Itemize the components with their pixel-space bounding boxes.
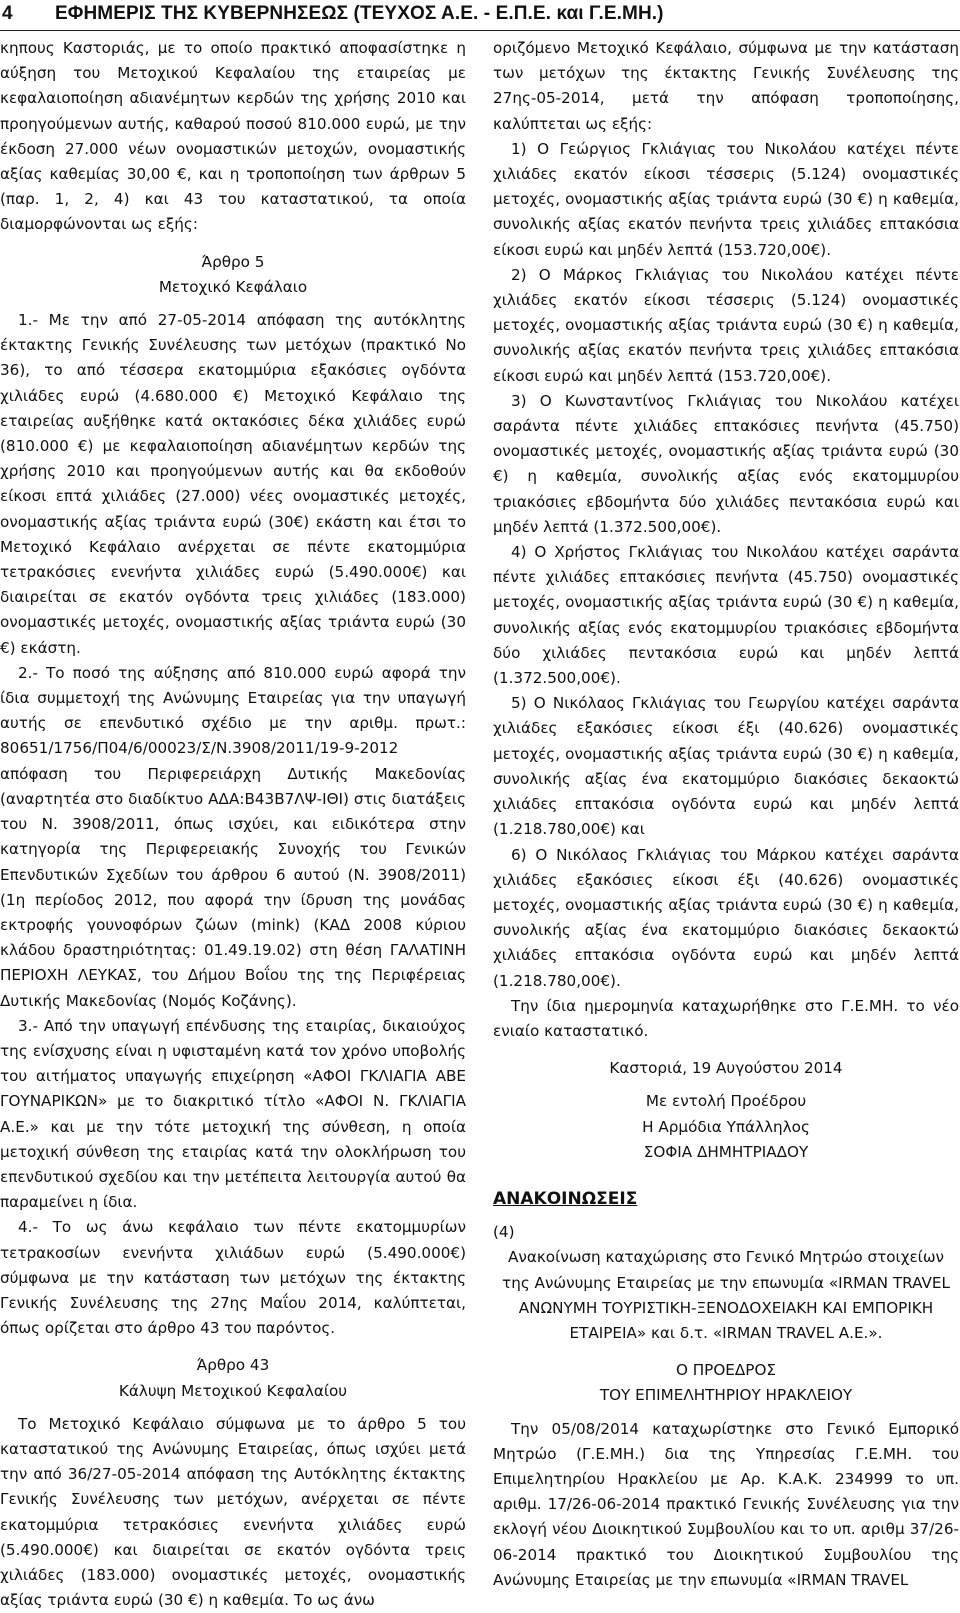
page-number: 4 — [2, 3, 13, 24]
article-5-para-2: 2.- Το ποσό της αύξησης από 810.000 ευρώ αφορά την ίδια συμμετοχή της Ανώνυμης Εταιρείας για την υπαγωγή αυτής σε επενδυτικό σχέδιο με την αριθμ. πρωτ.: 80651/1756/Π04/6/00023/Σ/Ν.3908/2011/19-9-2012 απόφαση του Περιφερειάρχη Δυτικής Μακεδονίας (αναρτητέα στο διαδίκτυο ΑΔΑ:Β43Β7ΛΨ-ΙΘΙ) στις διατάξεις του Ν. 3908/2011, όπως ισχύει, και ειδικότερα στην κατηγορία της Περιφερειακής Συνοχής του Γενικών Επενδυτικών Σχεδίων του άρθρου 6 αυτού (Ν. 3908/2011) (1η περίοδος 2012, που αφορά την ίδρυση της μονάδας εκτροφής γουνοφόρων ζώων (mink) (ΚΑΔ 2008 κύριου κλάδου δραστηριότητας: 01.49.19.02) στη θέση ΓΑΛΑΤΙΝΗ ΠΕΡΙΟΧΗ ΛΕΥΚΑΣ, του Δήμου Βοΐου της της Περιφέρειας Δυτικής Μακεδονίας (Νομός Κοζάνης). — [0, 663, 466, 1010]
page-header — [0, 0, 960, 31]
signature-line-1: Με εντολή Προέδρου — [645, 1092, 807, 1111]
intro-paragraph: κηπους Καστοριάς, με το οποίο πρακτικό αποφασίστηκε η αύξηση του Μετοχικού Κεφαλαίου της εταιρείας με κεφαλαιοποίηση αδιανέμητων κερδών της χρήσης 2010 και προηγούμενων αυτής, καθαρού ποσού 810.000 ευρώ, με την έκδοση 27.000 νέων ονομαστικών μετοχών, ονομαστικής αξίας καθεμίας 30,00 €, και η τροποποίηση των άρθρων 5 (παρ. 1, 2, 4) και 43 του καταστατικού, τα οποία διαμορφώνονται ως εξής: — [0, 39, 466, 234]
registration-paragraph: Την ίδια ημερομηνία καταχωρήθηκε στο Γ.Ε.ΜΗ. το νέο ενιαίο καταστατικό. — [493, 996, 959, 1040]
signature-name: ΣΟΦΙΑ ΔΗΜΗΤΡΙΑΔΟΥ — [643, 1142, 809, 1161]
article-5-para-1: 1.- Με την από 27-05-2014 απόφαση της αυτόκλητης έκτακτης Γενικής Συνέλευσης των μετόχων (πρακτικό Νο 36), το από τέσσερα εκατομμύρια εξακόσιες ογδόντα χιλιάδες ευρώ (4.680.000 €) Μετοχικό Κεφάλαιο της εταιρείας αυξήθηκε κατά οκτακόσιες δέκα χιλιάδες ευρώ (810.000 €) με κεφαλαιοποίηση αδιανέμητων κερδών της χρήσης 2010 και προηγούμενων αυτής και θα εκδοθούν είκοσι επτά χιλιάδες (27.000) νέες ονομαστικές μετοχές, ονομαστικής αξίας τριάντα ευρώ (30€) εκάστη και έτσι το Μετοχικό Κεφάλαιο ανέρχεται σε πέντε εκατομμύρια τετρακόσιες ενενήντα χιλιάδες ευρώ (5.490.000€) και διαιρείται σε εκατόν ογδόντα τρεις χιλιάδες (183.000) ονομαστικές μετοχές, ονομαστικής αξίας τριάντα ευρώ (30 €) εκάστη. — [0, 311, 466, 657]
signature-line-2: Η Αρμόδια Υπάλληλος — [642, 1117, 810, 1136]
announcement-body: Την 05/08/2014 καταχωρίστηκε στο Γενικό Εμπορικό Μητρώο (Γ.Ε.ΜΗ.) δια της Υπηρεσίας Γ.Ε.ΜΗ. του Επιμελητηρίου Ηρακλείου με Αρ. Κ.Α.Κ. 234999 το υπ. αριθμ. 17/26-06-2014 πρακτικό Γενικής Συνέλευσης για την εκλογή νέου Διοικητικού Συμβουλίου και το υπ. αριθμ 37/26-06-2014 πρακτικό του Διοικητικού Συμβουλίου της Ανώνυμης Εταιρείας με την επωνυμία «IRMAN TRAVEL — [493, 1419, 959, 1589]
article-5-para-3: 3.- Από την υπαγωγή επένδυσης της εταιρίας, δικαιούχος της ενίσχυσης είναι η υφισταμένη κατά τον χρόνο υποβολής του αιτήματος υπαγωγής επιχείρηση «ΑΦΟΙ ΓΚΛΙΑΓΙΑ ΑΒΕ ΓΟΥΝΑΡΙΚΩΝ» με το διακριτικό τίτλο «ΑΦΟΙ Ν. ΓΚΛΙΑΓΙΑ Α.Ε.» και με την τότε μετοχική της σύνθεση, η οποία μετοχική σύνθεση της εταιρίας κατά την ολοκλήρωση του επενδυτικού σχεδίου και την μετέπειτα λειτουργία αυτού θα παραμείνει η ίδια. — [0, 1016, 466, 1212]
article-5-title: Άρθρο 5 — [201, 252, 265, 271]
signature-place-date: Καστοριά, 19 Αυγούστου 2014 — [609, 1059, 843, 1078]
right-column — [493, 36, 959, 1593]
left-column — [0, 36, 466, 1613]
article-43-subtitle: Κάλυψη Μετοχικού Κεφαλαίου — [118, 1381, 348, 1400]
running-title: ΕΦΗΜΕΡΙΣ ΤΗΣ ΚΥΒΕΡΝΗΣΕΩΣ (ΤΕΥΧΟΣ Α.Ε. - Ε.Π.Ε. και Γ.Ε.ΜΗ.) — [55, 3, 664, 24]
article-5-para-4: 4.- Το ως άνω κεφάλαιο των πέντε εκατομμυρίων τετρακοσίων ενενήντα χιλιάδων ευρώ (5.490.000€) σύμφωνα με την κατάσταση των μετόχων της έκτακτης Γενικής Συνέλευσης της 27ης Μαΐου 2014, καλύπτεται, όπως ορίζεται στο άρθρο 43 του παρόντος. — [0, 1218, 466, 1338]
announcements-heading: ΑΝΑΚΟΙΝΩΣΕΙΣ — [493, 1188, 638, 1209]
announcement-summary: Ανακοίνωση καταχώρισης στο Γενικό Μητρώο στοιχείων της Ανώνυμης Εταιρείας με την επωνυμία «IRMAN TRAVEL ΑΝΩΝΥΜΗ ΤΟΥΡΙΣΤΙΚΗ-ΞΕΝΟΔΟΧΕΙΑΚΗ ΚΑΙ ΕΜΠΟΡΙΚΗ ΕΤΑΙΡΕΙΑ» και δ.τ. «IRMAN TRAVEL Α.Ε.». — [502, 1248, 950, 1342]
chamber-name: ΤΟΥ ΕΠΙΜΕΛΗΤΗΡΙΟΥ ΗΡΑΚΛΕΙΟΥ — [599, 1386, 853, 1405]
continuation-paragraph: οριζόμενο Μετοχικό Κεφάλαιο, σύμφωνα με την κατάσταση των μετόχων της έκτακτης Γενικής Συνέλευσης της 27ης-05-2014, μετά την απόφαση τροποποίησης, καλύπτεται ως εξής: — [493, 39, 959, 133]
shareholder-item: 6) Ο Νικόλαος Γκλιάγιας του Μάρκου κατέχει σαράντα χιλιάδες εξακόσιες είκοσι έξι (40.626) ονομαστικές μετοχές, ονομαστικής αξίας τριάντα ευρώ (30 €) η καθεμία, συνολικής αξίας ένα εκατομμύριο διακόσιες δεκαοκτώ χιλιάδες επτακόσια ογδόντα ευρώ και μηδέν λεπτά (1.218.780,00€). — [493, 845, 959, 990]
article-5-subtitle: Μετοχικό Κεφάλαιο — [158, 277, 308, 296]
shareholder-item: 3) Ο Κωνσταντίνος Γκλιάγιας του Νικολάου κατέχει σαράντα πέντε χιλιάδες επτακόσιες πενήντα (45.750) ονομαστικές μετοχές, ονομαστικής αξίας τριάντα ευρώ (30 €) η καθεμία, συνολικής αξίας ενός εκατομμυρίου τριακόσιες εβδομήντα δύο χιλιάδες πεντακόσια ευρώ και μηδέν λεπτά (1.372.500,00€). — [493, 391, 959, 536]
announcement-number: (4) — [493, 1223, 515, 1242]
shareholder-item: 1) Ο Γεώργιος Γκλιάγιας του Νικολάου κατέχει πέντε χιλιάδες εκατόν είκοσι τέσσερις (5.124) ονομαστικές μετοχές, ονομαστικής αξίας τριάντα ευρώ (30 €) η καθεμία, συνολικής αξίας εκατόν πενήντα τρεις χιλιάδες επτακόσια είκοσι ευρώ και μηδέν λεπτά (153.720,00€). — [493, 139, 959, 259]
article-43-title: Άρθρο 43 — [196, 1356, 270, 1375]
shareholder-item: 4) Ο Χρήστος Γκλιάγιας του Νικολάου κατέχει σαράντα πέντε χιλιάδες επτακόσιες πενήντα (45.750) ονομαστικές μετοχές, ονομαστικής αξίας τριάντα ευρώ (30 €) η καθεμία, συνολικής αξίας ενός εκατομμυρίου τριακόσιες εβδομήντα δύο χιλιάδες πεντακόσια ευρώ και μηδέν λεπτά (1.372.500,00€). — [493, 543, 959, 688]
shareholder-item: 2) Ο Μάρκος Γκλιάγιας του Νικολάου κατέχει πέντε χιλιάδες εκατόν είκοσι τέσσερις (5.124) ονομαστικές μετοχές, ονομαστικής αξίας τριάντα ευρώ (30 €) η καθεμία, συνολικής αξίας εκατόν πενήντα τρεις χιλιάδες επτακόσια είκοσι ευρώ και μηδέν λεπτά (153.720,00€). — [493, 265, 959, 385]
article-43-para: Το Μετοχικό Κεφάλαιο σύμφωνα με το άρθρο 5 του καταστατικού της Ανώνυμης Εταιρείας, όπως ισχύει μετά την από 36/27-05-2014 απόφαση της Αυτόκλητης έκτακτης Γενικής Συνέλευσης των μετόχων, ανέρχεται σε πέντε εκατομμύρια τετρακόσιες ενενήντα χιλιάδες ευρώ (5.490.000€) και διαιρείται σε εκατόν ογδόντα τρεις χιλιάδες (183.000) ονομαστικές μετοχές, ονομαστικής αξίας τριάντα ευρώ (30 €) η καθεμία. Το ως άνω — [0, 1414, 466, 1610]
shareholder-item: 5) Ο Νικόλαος Γκλιάγιας του Γεωργίου κατέχει σαράντα χιλιάδες εξακόσιες είκοσι έξι (40.626) ονομαστικές μετοχές, ονομαστικής αξίας τριάντα ευρώ (30 €) η καθεμία, συνολικής αξίας ένα εκατομμύριο διακόσιες δεκαοκτώ χιλιάδες επτακόσια ογδόντα ευρώ και μηδέν λεπτά (1.218.780,00€) και — [493, 694, 959, 839]
president-title: Ο ΠΡΟΕΔΡΟΣ — [675, 1361, 776, 1380]
